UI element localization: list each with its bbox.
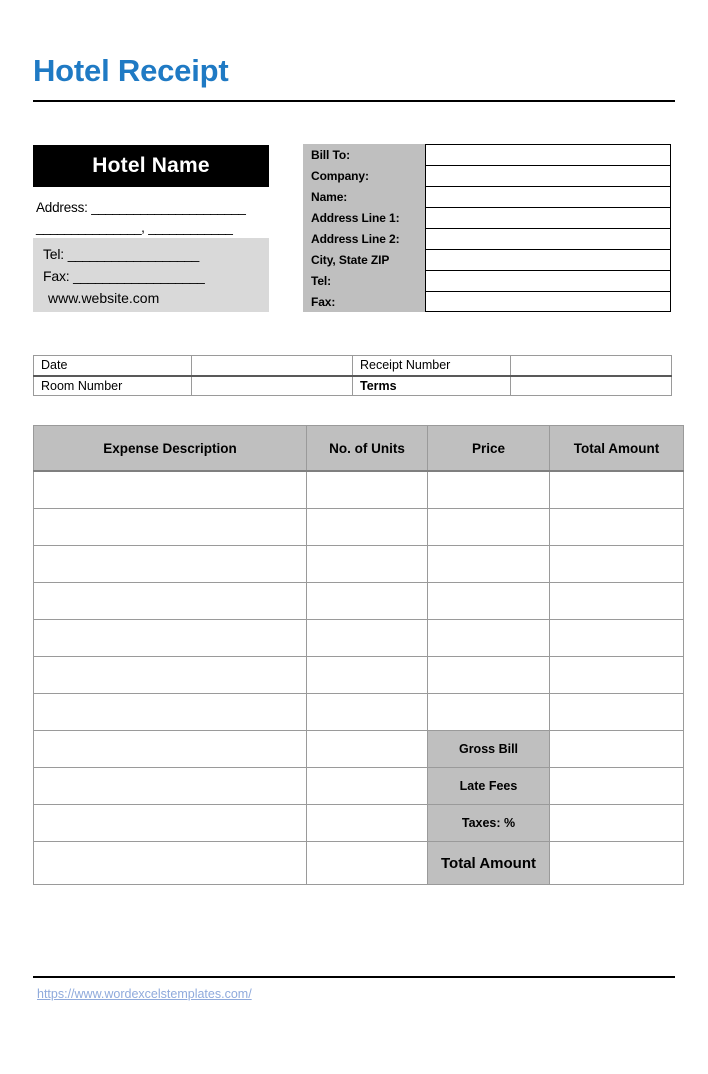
table-row	[34, 356, 672, 376]
tel-label: Tel:	[43, 246, 68, 262]
cell-units[interactable]	[307, 546, 428, 583]
bill-to-field[interactable]	[425, 207, 671, 228]
tel-fill-rule: __________________	[67, 246, 199, 262]
address-fill-rule-2b: ____________	[148, 220, 233, 235]
cell-total[interactable]	[550, 509, 684, 546]
cell-units[interactable]	[307, 471, 428, 509]
bill-to-label: Fax:	[303, 291, 425, 312]
bill-to-row	[303, 144, 671, 165]
cell-description[interactable]	[34, 694, 307, 731]
address-label: Address:	[36, 200, 92, 215]
receipt-number-value-field[interactable]	[511, 356, 672, 376]
title-divider	[33, 100, 675, 102]
cell-price[interactable]	[428, 657, 550, 694]
cell-units[interactable]	[307, 509, 428, 546]
room-number-value-field[interactable]	[192, 376, 353, 396]
address-fill-rule-1: ______________________	[91, 200, 246, 215]
cell-description[interactable]	[34, 805, 307, 842]
bill-to-row	[303, 228, 671, 249]
fax-fill-rule: __________________	[73, 268, 205, 284]
bill-to-field[interactable]	[425, 291, 671, 312]
cell-price[interactable]	[428, 509, 550, 546]
cell-units[interactable]	[307, 805, 428, 842]
summary-row-gross-bill	[34, 731, 684, 768]
column-header-price: Price	[428, 426, 550, 472]
cell-description[interactable]	[34, 842, 307, 885]
bill-to-field[interactable]	[425, 249, 671, 270]
bill-to-block	[303, 144, 671, 312]
hotel-tel-line[interactable]	[43, 243, 269, 265]
footer-source-link[interactable]: https://www.wordexcelstemplates.com/	[37, 987, 252, 1001]
room-number-label: Room Number	[34, 376, 192, 396]
summary-label-late-fees: Late Fees	[428, 768, 550, 805]
cell-total[interactable]	[550, 583, 684, 620]
bill-to-row	[303, 270, 671, 291]
bill-to-field[interactable]	[425, 144, 671, 165]
terms-label: Terms	[353, 376, 511, 396]
hotel-name-banner[interactable]	[33, 145, 269, 187]
cell-price[interactable]	[428, 620, 550, 657]
date-value-field[interactable]	[192, 356, 353, 376]
table-row	[34, 583, 684, 620]
hotel-address-line-1[interactable]	[36, 198, 281, 218]
page-title: Hotel Receipt	[33, 53, 229, 88]
table-row	[34, 694, 684, 731]
expense-table	[33, 425, 684, 885]
cell-price[interactable]	[428, 471, 550, 509]
cell-price[interactable]	[428, 546, 550, 583]
bill-to-field[interactable]	[425, 228, 671, 249]
cell-description[interactable]	[34, 768, 307, 805]
summary-value-late-fees[interactable]	[550, 768, 684, 805]
bill-to-row	[303, 291, 671, 312]
summary-label-gross-bill: Gross Bill	[428, 731, 550, 768]
bill-to-row	[303, 165, 671, 186]
address-fill-rule-2a: _______________	[36, 220, 142, 235]
summary-label-total-amount: Total Amount	[428, 842, 550, 885]
cell-units[interactable]	[307, 842, 428, 885]
hotel-website[interactable]: www.website.com	[48, 290, 160, 306]
address-separator: ,	[141, 220, 149, 235]
cell-description[interactable]	[34, 583, 307, 620]
cell-units[interactable]	[307, 731, 428, 768]
hotel-name-label: Hotel Name	[92, 154, 210, 177]
summary-label-taxes: Taxes: %	[428, 805, 550, 842]
bill-to-row	[303, 186, 671, 207]
bill-to-label: Name:	[303, 186, 425, 207]
bill-to-label: Address Line 1:	[303, 207, 425, 228]
table-row	[34, 657, 684, 694]
column-header-description: Expense Description	[34, 426, 307, 472]
summary-value-total-amount[interactable]	[550, 842, 684, 885]
cell-units[interactable]	[307, 768, 428, 805]
cell-description[interactable]	[34, 657, 307, 694]
cell-total[interactable]	[550, 471, 684, 509]
hotel-address-block	[36, 198, 281, 238]
column-header-total: Total Amount	[550, 426, 684, 472]
cell-price[interactable]	[428, 583, 550, 620]
footer-divider	[33, 976, 675, 978]
cell-units[interactable]	[307, 583, 428, 620]
bill-to-row	[303, 249, 671, 270]
date-label: Date	[34, 356, 192, 376]
receipt-meta-table	[33, 355, 672, 396]
cell-units[interactable]	[307, 657, 428, 694]
bill-to-label: Bill To:	[303, 144, 425, 165]
table-row	[34, 546, 684, 583]
bill-to-label: City, State ZIP	[303, 249, 425, 270]
bill-to-label: Tel:	[303, 270, 425, 291]
cell-total[interactable]	[550, 657, 684, 694]
table-row	[34, 471, 684, 509]
summary-row-total-amount	[34, 842, 684, 885]
table-row	[34, 620, 684, 657]
cell-description[interactable]	[34, 509, 307, 546]
table-row	[34, 376, 672, 396]
table-row	[34, 509, 684, 546]
hotel-fax-line[interactable]	[43, 265, 269, 287]
cell-total[interactable]	[550, 694, 684, 731]
table-header-row	[34, 426, 684, 472]
column-header-units: No. of Units	[307, 426, 428, 472]
cell-units[interactable]	[307, 694, 428, 731]
bill-to-label: Address Line 2:	[303, 228, 425, 249]
cell-description[interactable]	[34, 620, 307, 657]
bill-to-label: Company:	[303, 165, 425, 186]
cell-total[interactable]	[550, 620, 684, 657]
cell-description[interactable]	[34, 471, 307, 509]
summary-value-taxes[interactable]	[550, 805, 684, 842]
bill-to-field[interactable]	[425, 165, 671, 186]
receipt-number-label: Receipt Number	[353, 356, 511, 376]
hotel-address-line-2[interactable]	[36, 218, 281, 238]
cell-description[interactable]	[34, 731, 307, 768]
summary-row-late-fees	[34, 768, 684, 805]
fax-label: Fax:	[43, 268, 74, 284]
bill-to-field[interactable]	[425, 186, 671, 207]
cell-units[interactable]	[307, 620, 428, 657]
terms-value-field[interactable]	[511, 376, 672, 396]
summary-value-gross-bill[interactable]	[550, 731, 684, 768]
page-title-wrap	[33, 52, 675, 90]
summary-row-taxes	[34, 805, 684, 842]
cell-total[interactable]	[550, 546, 684, 583]
bill-to-field[interactable]	[425, 270, 671, 291]
cell-price[interactable]	[428, 694, 550, 731]
cell-description[interactable]	[34, 546, 307, 583]
bill-to-row	[303, 207, 671, 228]
hotel-contact-box	[33, 238, 269, 312]
